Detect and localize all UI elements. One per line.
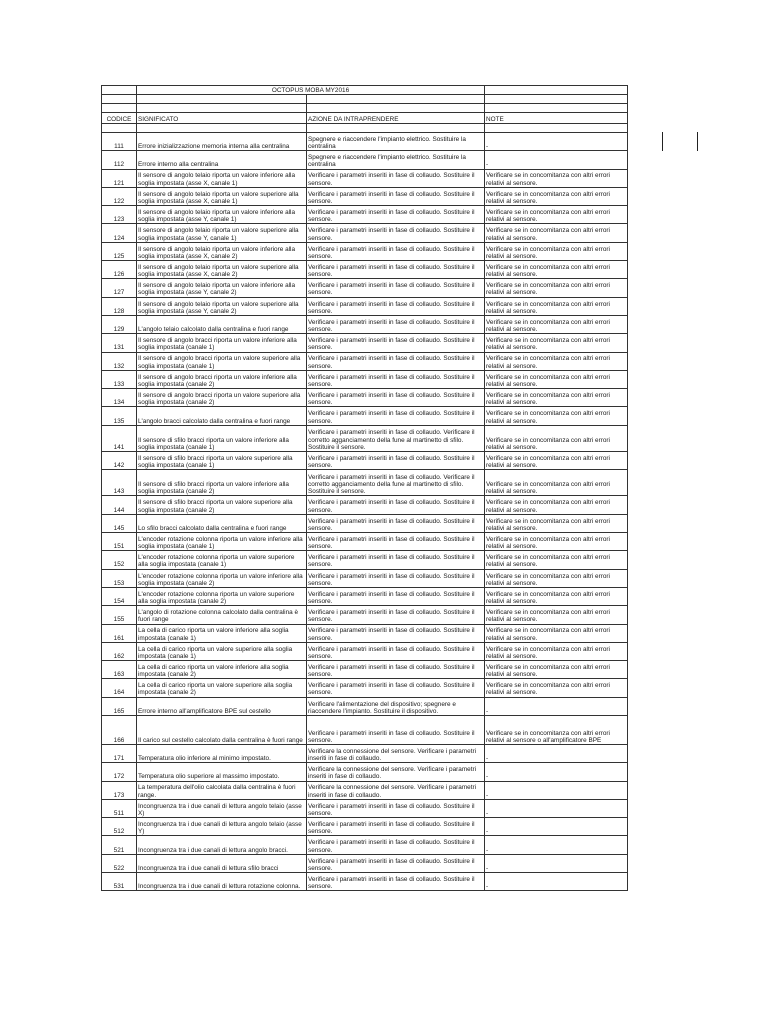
action-cell: Verificare i parametri inseriti in fase di collaudo. Sostituire il sensore. (307, 297, 485, 315)
sheet-title: OCTOPUS MOBA MY2016 (137, 86, 485, 95)
action-cell: Verificare i parametri inseriti in fase di collaudo. Sostituire il sensore. (307, 496, 485, 514)
note-cell: Verificare se in concomitanza con altri errori relativi al sensore. (485, 496, 628, 514)
meaning-cell: L'encoder rotazione colonna riporta un valore superiore alla soglia impostata (canale 2) (137, 587, 307, 605)
code-cell: 122 (102, 187, 137, 205)
action-cell: Verificare i parametri inseriti in fase di collaudo. Verificare il corretto agganciamento della fune al martinetto di sfilo. Sostituire il sensore. (307, 425, 485, 451)
meaning-cell: L'angolo bracci calcolato dalla centralina e fuori range (137, 407, 307, 425)
table-row (102, 242, 628, 260)
table-row (102, 334, 628, 352)
meaning-cell: L'encoder rotazione colonna riporta un valore superiore alla soglia impostata (canale 1) (137, 551, 307, 569)
action-cell: Verificare i parametri inseriti in fase di collaudo. Sostituire il sensore. (307, 661, 485, 679)
action-cell: Verificare i parametri inseriti in fase di collaudo. Sostituire il sensore. (307, 624, 485, 642)
code-cell: 123 (102, 206, 137, 224)
meaning-cell: Il sensore di angolo telaio riporta un valore superiore alla soglia impostata (asse X, canale 2) (137, 261, 307, 279)
empty-row (102, 124, 628, 133)
note-cell: Verificare se in concomitanza con altri errori relativi al sensore. (485, 514, 628, 532)
code-cell: 126 (102, 261, 137, 279)
table-row (102, 533, 628, 551)
table-row (102, 551, 628, 569)
note-cell: Verificare se in concomitanza con altri errori relativi al sensore. (485, 279, 628, 297)
code-cell: 154 (102, 587, 137, 605)
table-row (102, 818, 628, 836)
action-cell: Verificare i parametri inseriti in fase di collaudo. Sostituire il sensore. (307, 224, 485, 242)
code-cell: 132 (102, 352, 137, 370)
vertical-mark (697, 132, 698, 151)
note-cell: - (485, 836, 628, 854)
meaning-cell: Incongruenza tra i due canali di lettura angolo telaio (asse X) (137, 799, 307, 817)
meaning-cell: Il sensore di sfilo bracci riporta un valore inferiore alla soglia impostata (canale 1) (137, 425, 307, 451)
meaning-cell: Temperatura olio superiore al massimo impostato. (137, 763, 307, 781)
code-cell: 112 (102, 151, 137, 169)
code-cell: 131 (102, 334, 137, 352)
note-cell: Verificare se in concomitanza con altri errori relativi al sensore. (485, 169, 628, 187)
action-cell: Verificare la connessione del sensore. Verificare i parametri inseriti in fase di collaudo. (307, 781, 485, 799)
meaning-cell: Il sensore di angolo telaio riporta un valore inferiore alla soglia impostata (asse Y, canale 1) (137, 206, 307, 224)
table-row (102, 425, 628, 451)
action-cell: Verificare i parametri inseriti in fase di collaudo. Sostituire il sensore. (307, 206, 485, 224)
code-cell: 128 (102, 297, 137, 315)
table-row (102, 133, 628, 151)
table-row (102, 315, 628, 333)
empty-row (102, 95, 628, 104)
meaning-cell: Errore interno all'amplificatore BPE sul cestello (137, 697, 307, 715)
action-cell: Verificare i parametri inseriti in fase di collaudo. Sostituire il sensore. (307, 569, 485, 587)
meaning-cell: Il sensore di angolo telaio riporta un valore inferiore alla soglia impostata (asse X, canale 2) (137, 242, 307, 260)
code-cell: 173 (102, 781, 137, 799)
action-cell: Verificare la connessione del sensore. Verificare i parametri inseriti in fase di collaudo. (307, 763, 485, 781)
action-cell: Verificare i parametri inseriti in fase di collaudo. Sostituire il sensore. (307, 261, 485, 279)
action-cell: Verificare l'alimentazione del dispositivo; spegnere e riaccendere l'impianto. Sostituire il dispositivo. (307, 697, 485, 715)
code-cell: 111 (102, 133, 137, 151)
table-row (102, 224, 628, 242)
code-cell: 125 (102, 242, 137, 260)
code-cell: 127 (102, 279, 137, 297)
table-row (102, 587, 628, 605)
meaning-cell: Incongruenza tra i due canali di lettura sfilo bracci (137, 854, 307, 872)
meaning-cell: Errore inizializzazione memoria interna alla centralina (137, 133, 307, 151)
code-cell: 145 (102, 514, 137, 532)
code-cell: 141 (102, 425, 137, 451)
meaning-cell: Il sensore di sfilo bracci riporta un valore inferiore alla soglia impostata (canale 2) (137, 470, 307, 496)
table-row (102, 854, 628, 872)
code-cell: 165 (102, 697, 137, 715)
code-cell: 163 (102, 661, 137, 679)
code-cell: 511 (102, 799, 137, 817)
action-cell: Verificare i parametri inseriti in fase di collaudo. Sostituire il sensore. (307, 242, 485, 260)
action-cell: Spegnere e riaccendere l'impianto elettrico. Sostituire la centralina (307, 133, 485, 151)
code-cell: 143 (102, 470, 137, 496)
action-cell: Verificare i parametri inseriti in fase di collaudo. Sostituire il sensore. (307, 642, 485, 660)
header-meaning: SIGNIFICATO (137, 113, 307, 124)
note-cell: - (485, 763, 628, 781)
table-row (102, 624, 628, 642)
action-cell: Verificare i parametri inseriti in fase di collaudo. Sostituire il sensore. (307, 514, 485, 532)
action-cell: Verificare i parametri inseriti in fase di collaudo. Sostituire il sensore. (307, 279, 485, 297)
code-cell: 151 (102, 533, 137, 551)
action-cell: Verificare i parametri inseriti in fase di collaudo. Sostituire il sensore. (307, 407, 485, 425)
note-cell: - (485, 151, 628, 169)
table-row (102, 763, 628, 781)
meaning-cell: L'angolo di rotazione colonna calcolato dalla centralina è fuori range (137, 606, 307, 624)
note-cell: - (485, 854, 628, 872)
code-cell: 142 (102, 451, 137, 469)
table-row (102, 169, 628, 187)
meaning-cell: Il sensore di angolo bracci riporta un valore superiore alla soglia impostata (canale 2) (137, 389, 307, 407)
note-cell: Verificare se in concomitanza con altri errori relativi al sensore. (485, 451, 628, 469)
table-row (102, 389, 628, 407)
code-cell: 153 (102, 569, 137, 587)
note-cell: - (485, 818, 628, 836)
action-cell: Verificare i parametri inseriti in fase di collaudo. Sostituire il sensore. (307, 854, 485, 872)
note-cell: Verificare se in concomitanza con altri errori relativi al sensore. (485, 533, 628, 551)
action-cell: Verificare i parametri inseriti in fase di collaudo. Sostituire il sensore. (307, 169, 485, 187)
note-cell: Verificare se in concomitanza con altri errori relativi al sensore. (485, 187, 628, 205)
meaning-cell: La cella di carico riporta un valore inferiore alla soglia impostata (canale 2) (137, 661, 307, 679)
action-cell: Verificare i parametri inseriti in fase di collaudo. Sostituire il sensore. (307, 799, 485, 817)
table-row (102, 744, 628, 762)
code-cell: 161 (102, 624, 137, 642)
note-cell: Verificare se in concomitanza con altri errori relativi al sensore. (485, 569, 628, 587)
table-row (102, 470, 628, 496)
header-action: AZIONE DA INTRAPRENDERE (307, 113, 485, 124)
table-row (102, 642, 628, 660)
meaning-cell: Il sensore di angolo telaio riporta un valore inferiore alla soglia impostata (asse Y, canale 2) (137, 279, 307, 297)
header-note: NOTE (485, 113, 628, 124)
action-cell: Verificare i parametri inseriti in fase di collaudo. Verificare il corretto agganciamento della fune al martinetto di sfilo. Sostituire il sensore. (307, 470, 485, 496)
note-cell: Verificare se in concomitanza con altri errori relativi al sensore. (485, 242, 628, 260)
note-cell: - (485, 799, 628, 817)
error-code-table (101, 85, 628, 891)
action-cell: Spegnere e riaccendere l'impianto elettrico. Sostituire la centralina (307, 151, 485, 169)
action-cell: Verificare i parametri inseriti in fase di collaudo. Sostituire il sensore. (307, 533, 485, 551)
table-row (102, 781, 628, 799)
meaning-cell: Temperatura olio inferiore al minimo impostato. (137, 744, 307, 762)
meaning-cell: La cella di carico riporta un valore inferiore alla soglia impostata (canale 1) (137, 624, 307, 642)
note-cell: Verificare se in concomitanza con altri errori relativi al sensore. (485, 261, 628, 279)
code-cell: 522 (102, 854, 137, 872)
table-row (102, 451, 628, 469)
code-cell: 531 (102, 873, 137, 891)
title-code-cell (102, 86, 137, 95)
meaning-cell: Il carico sul cestello calcolato dalla centralina è fuori range (137, 715, 307, 744)
note-cell: Verificare se in concomitanza con altri errori relativi al sensore. (485, 370, 628, 388)
note-cell: Verificare se in concomitanza con altri errori relativi al sensore. (485, 679, 628, 697)
code-cell: 164 (102, 679, 137, 697)
table-row (102, 187, 628, 205)
action-cell: Verificare i parametri inseriti in fase di collaudo. Sostituire il sensore. (307, 715, 485, 744)
meaning-cell: Il sensore di angolo telaio riporta un valore superiore alla soglia impostata (asse Y, canale 2) (137, 297, 307, 315)
code-cell: 133 (102, 370, 137, 388)
meaning-cell: Il sensore di angolo telaio riporta un valore superiore alla soglia impostata (asse X, canale 1) (137, 187, 307, 205)
meaning-cell: Incongruenza tra i due canali di lettura angolo telaio (asse Y) (137, 818, 307, 836)
note-cell: Verificare se in concomitanza con altri errori relativi al sensore. (485, 315, 628, 333)
meaning-cell: Incongruenza tra i due canali di lettura angolo bracci. (137, 836, 307, 854)
table-row (102, 514, 628, 532)
table-row (102, 370, 628, 388)
action-cell: Verificare i parametri inseriti in fase di collaudo. Sostituire il sensore. (307, 315, 485, 333)
table-row (102, 261, 628, 279)
table-row (102, 679, 628, 697)
table-row (102, 407, 628, 425)
table-row (102, 836, 628, 854)
note-cell: Verificare se in concomitanza con altri errori relativi al sensore. (485, 606, 628, 624)
code-cell: 144 (102, 496, 137, 514)
meaning-cell: Il sensore di angolo bracci riporta un valore superiore alla soglia impostata (canale 1) (137, 352, 307, 370)
action-cell: Verificare i parametri inseriti in fase di collaudo. Sostituire il sensore. (307, 334, 485, 352)
table-body (102, 86, 628, 891)
note-cell: Verificare se in concomitanza con altri errori relativi al sensore. (485, 624, 628, 642)
note-cell: Verificare se in concomitanza con altri errori relativi al sensore. (485, 297, 628, 315)
action-cell: Verificare i parametri inseriti in fase di collaudo. Sostituire il sensore. (307, 818, 485, 836)
code-cell: 155 (102, 606, 137, 624)
meaning-cell: Il sensore di angolo telaio riporta un valore superiore alla soglia impostata (asse Y, canale 1) (137, 224, 307, 242)
note-cell: Verificare se in concomitanza con altri errori relativi al sensore. (485, 661, 628, 679)
action-cell: Verificare i parametri inseriti in fase di collaudo. Sostituire il sensore. (307, 873, 485, 891)
action-cell: Verificare i parametri inseriti in fase di collaudo. Sostituire il sensore. (307, 587, 485, 605)
meaning-cell: Il sensore di sfilo bracci riporta un valore superiore alla soglia impostata (canale 2) (137, 496, 307, 514)
note-cell: - (485, 744, 628, 762)
action-cell: Verificare i parametri inseriti in fase di collaudo. Sostituire il sensore. (307, 551, 485, 569)
note-cell: Verificare se in concomitanza con altri errori relativi al sensore. (485, 587, 628, 605)
note-cell: - (485, 697, 628, 715)
meaning-cell: L'encoder rotazione colonna riporta un valore inferiore alla soglia impostata (canale 1) (137, 533, 307, 551)
table-row (102, 496, 628, 514)
table-row (102, 873, 628, 891)
action-cell: Verificare la connessione del sensore. Verificare i parametri inseriti in fase di collaudo. (307, 744, 485, 762)
meaning-cell: La cella di carico riporta un valore superiore alla soglia impostata (canale 2) (137, 679, 307, 697)
header-row (102, 113, 628, 124)
note-cell: Verificare se in concomitanza con altri errori relativi al sensore. (485, 389, 628, 407)
table-row (102, 715, 628, 744)
meaning-cell: Lo sfilo bracci calcolato dalla centralina e fuori range (137, 514, 307, 532)
note-cell: Verificare se in concomitanza con altri errori relativi al sensore. (485, 470, 628, 496)
code-cell: 512 (102, 818, 137, 836)
table-row (102, 697, 628, 715)
meaning-cell: La temperatura dell'olio calcolata dalla centralina è fuori range. (137, 781, 307, 799)
code-cell: 124 (102, 224, 137, 242)
meaning-cell: Il sensore di sfilo bracci riporta un valore superiore alla soglia impostata (canale 1) (137, 451, 307, 469)
table-row (102, 151, 628, 169)
code-cell: 172 (102, 763, 137, 781)
code-cell: 121 (102, 169, 137, 187)
meaning-cell: L'angolo telaio calcolato dalla centralina e fuori range (137, 315, 307, 333)
code-cell: 129 (102, 315, 137, 333)
code-cell: 152 (102, 551, 137, 569)
note-cell: Verificare se in concomitanza con altri errori relativi al sensore. (485, 425, 628, 451)
header-code: CODICE (102, 113, 137, 124)
meaning-cell: L'encoder rotazione colonna riporta un valore inferiore alla soglia impostata (canale 2) (137, 569, 307, 587)
table-row (102, 206, 628, 224)
action-cell: Verificare i parametri inseriti in fase di collaudo. Sostituire il sensore. (307, 370, 485, 388)
note-cell: Verificare se in concomitanza con altri errori relativi al sensore. (485, 352, 628, 370)
meaning-cell: La cella di carico riporta un valore superiore alla soglia impostata (canale 1) (137, 642, 307, 660)
meaning-cell: Il sensore di angolo telaio riporta un valore inferiore alla soglia impostata (asse X, canale 1) (137, 169, 307, 187)
empty-row (102, 104, 628, 113)
note-cell: Verificare se in concomitanza con altri errori relativi al sensore. (485, 407, 628, 425)
table-row (102, 279, 628, 297)
code-cell: 521 (102, 836, 137, 854)
action-cell: Verificare i parametri inseriti in fase di collaudo. Sostituire il sensore. (307, 606, 485, 624)
meaning-cell: Il sensore di angolo bracci riporta un valore inferiore alla soglia impostata (canale 1) (137, 334, 307, 352)
meaning-cell: Il sensore di angolo bracci riporta un valore inferiore alla soglia impostata (canale 2) (137, 370, 307, 388)
code-cell: 166 (102, 715, 137, 744)
code-cell: 134 (102, 389, 137, 407)
action-cell: Verificare i parametri inseriti in fase di collaudo. Sostituire il sensore. (307, 389, 485, 407)
vertical-mark (662, 132, 663, 151)
note-cell: - (485, 781, 628, 799)
note-cell: Verificare se in concomitanza con altri errori relativi al sensore. (485, 224, 628, 242)
action-cell: Verificare i parametri inseriti in fase di collaudo. Sostituire il sensore. (307, 836, 485, 854)
note-cell: - (485, 873, 628, 891)
table-row (102, 297, 628, 315)
note-cell: Verificare se in concomitanza con altri errori relativi al sensore. (485, 551, 628, 569)
code-cell: 171 (102, 744, 137, 762)
meaning-cell: Incongruenza tra i due canali di lettura rotazione colonna. (137, 873, 307, 891)
note-cell: Verificare se in concomitanza con altri errori relativi al sensore o all'amplificatore BPE (485, 715, 628, 744)
note-cell: Verificare se in concomitanza con altri errori relativi al sensore. (485, 642, 628, 660)
table-row (102, 799, 628, 817)
title-note-cell (485, 86, 628, 95)
note-cell: Verificare se in concomitanza con altri errori relativi al sensore. (485, 206, 628, 224)
meaning-cell: Errore interno alla centralina (137, 151, 307, 169)
code-cell: 162 (102, 642, 137, 660)
table-row (102, 352, 628, 370)
table-row (102, 569, 628, 587)
title-row (102, 86, 628, 95)
table-row (102, 661, 628, 679)
action-cell: Verificare i parametri inseriti in fase di collaudo. Sostituire il sensore. (307, 352, 485, 370)
action-cell: Verificare i parametri inseriti in fase di collaudo. Sostituire il sensore. (307, 679, 485, 697)
action-cell: Verificare i parametri inseriti in fase di collaudo. Sostituire il sensore. (307, 451, 485, 469)
note-cell: Verificare se in concomitanza con altri errori relativi al sensore. (485, 334, 628, 352)
code-cell: 135 (102, 407, 137, 425)
action-cell: Verificare i parametri inseriti in fase di collaudo. Sostituire il sensore. (307, 187, 485, 205)
note-cell: - (485, 133, 628, 151)
table-row (102, 606, 628, 624)
